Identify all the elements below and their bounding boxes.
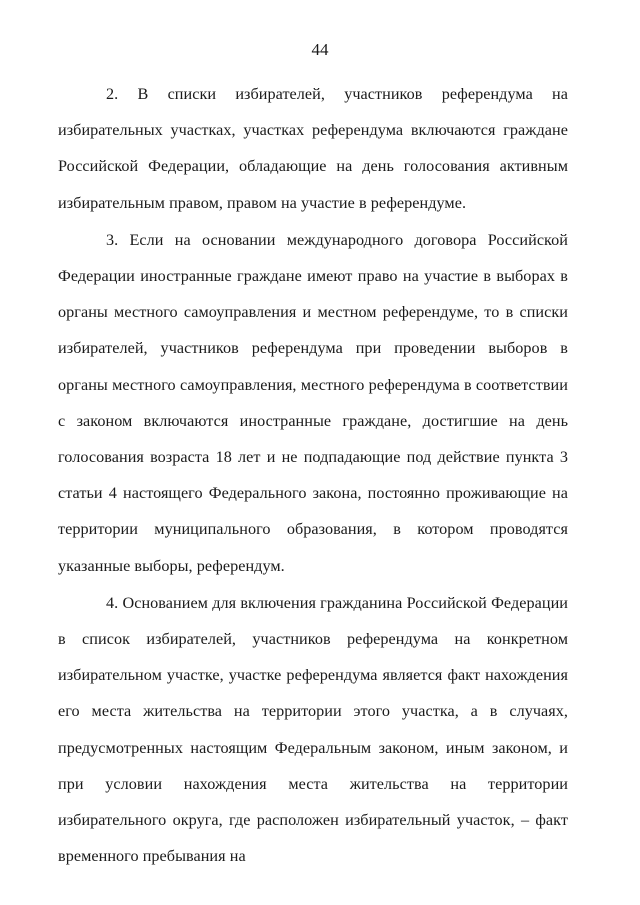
paragraph-3: 3. Если на основании международного договора Российской Федерации иностранные граждане имеют право на участие в выборах в органы местного самоуправления и местном референдуме, то в списки избирателей, участников референдума при проведении выборов в органы местного самоуправления, местного референдума в соответствии с законом включаются иностранные граждане, достигшие на день голосования возраста 18 лет и не подпадающие под действие пункта 3 статьи 4 настоящего Федерального закона, постоянно проживающие на территории муниципального образования, в котором проводятся указанные выборы, референдум. bbox=[58, 230, 568, 575]
page-number: 44 bbox=[311, 40, 329, 59]
paragraph-2: 2. В списки избирателей, участников референдума на избирательных участках, участках референдума включаются граждане Российской Федерации, обладающие на день голосования активным избирательным правом, правом на участие в референдуме. bbox=[58, 85, 568, 212]
document-body bbox=[58, 76, 568, 874]
paragraph-4: 4. Основанием для включения гражданина Российской Федерации в список избирателей, участников референдума на конкретном избирательном участке, участке референдума является факт нахождения его места жительства на территории этого участка, а в случаях, предусмотренных настоящим Федеральным законом, иным законом, и при условии нахождения места жительства на территории избирательного округа, где расположен избирательный участок, – факт временного пребывания на bbox=[58, 593, 568, 866]
